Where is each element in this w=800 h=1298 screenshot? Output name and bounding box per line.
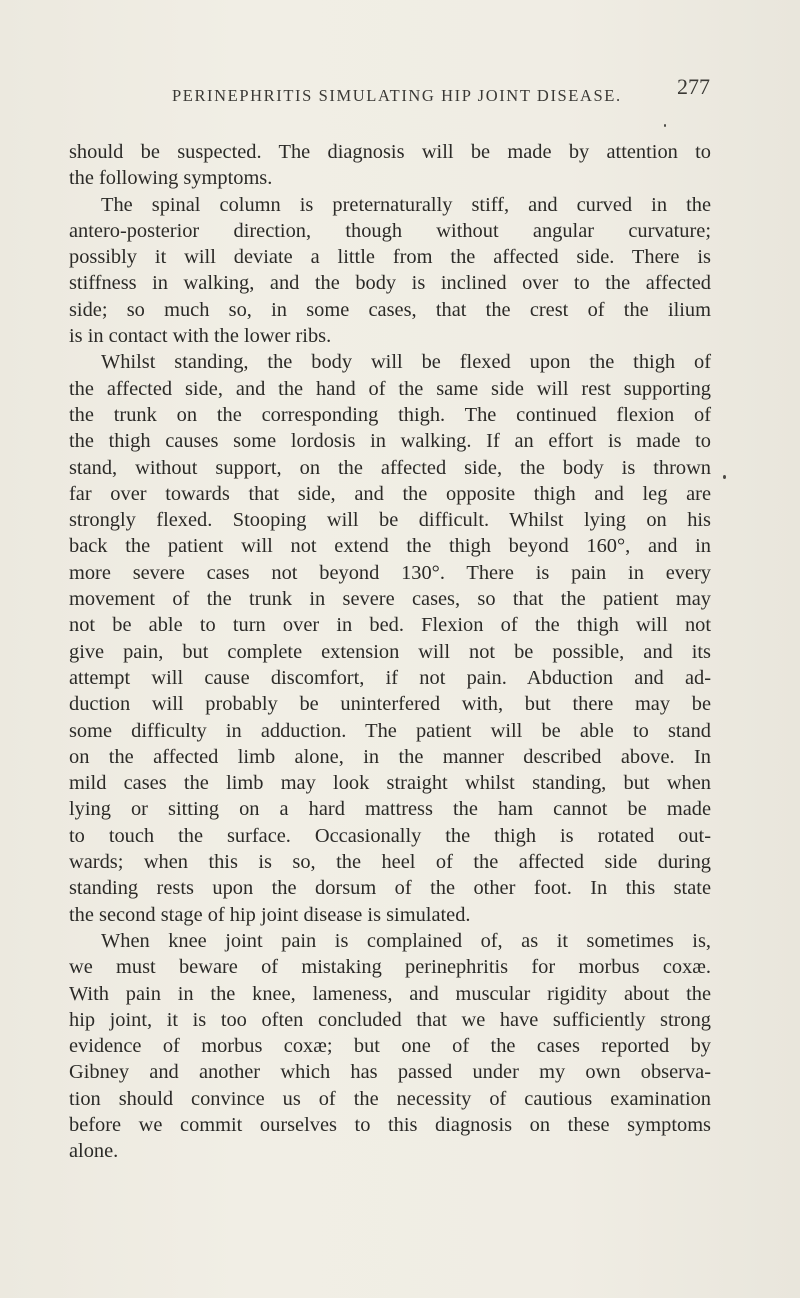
print-speck <box>664 124 666 127</box>
text-line: back the patient will not extend the thigh beyond 160°, and in <box>69 535 711 558</box>
text-line: strongly flexed. Stooping will be difficult. Whilst lying on his <box>69 509 711 532</box>
text-line: alone. <box>69 1140 119 1163</box>
text-line: the following symptoms. <box>69 167 273 190</box>
text-line: some difficulty in adduction. The patient will be able to stand <box>69 719 711 742</box>
text-line: possibly it will deviate a little from the affected side. There is <box>69 246 711 269</box>
text-line: side; so much so, in some cases, that the crest of the ilium <box>69 298 711 321</box>
print-speck <box>723 475 726 479</box>
text-line: is in contact with the lower ribs. <box>69 325 332 348</box>
text-line: wards; when this is so, the heel of the affected side during <box>69 851 711 874</box>
text-line: should be suspected. The diagnosis will be made by attention to <box>69 141 711 163</box>
text-line: stand, without support, on the affected side, the body is thrown <box>69 456 711 479</box>
text-line: give pain, but complete extension will not be possible, and its <box>69 640 711 663</box>
running-title: PERINEPHRITIS SIMULATING HIP JOINT DISEASE. <box>172 86 622 105</box>
text-line: hip joint, it is too often concluded that we have sufficiently strong <box>69 1008 711 1031</box>
text-line: more severe cases not beyond 130°. There is pain in every <box>69 561 711 584</box>
text-line: the second stage of hip joint disease is simulated. <box>69 903 471 926</box>
text-line: evidence of morbus coxæ; but one of the cases reported by <box>69 1035 711 1058</box>
text-line: With pain in the knee, lameness, and muscular rigidity about the <box>69 982 711 1005</box>
text-line: on the affected limb alone, in the manner described above. In <box>69 745 711 768</box>
text-line: mild cases the limb may look straight whilst standing, but when <box>69 772 711 795</box>
text-line: lying or sitting on a hard mattress the ham cannot be made <box>69 798 711 821</box>
text-line: duction will probably be uninterfered with, but there may be <box>69 693 711 716</box>
text-line: movement of the trunk in severe cases, so that the patient may <box>69 588 711 611</box>
text-line: the trunk on the corresponding thigh. The continued flexion of <box>69 403 711 426</box>
text-line: standing rests upon the dorsum of the other foot. In this state <box>69 877 711 900</box>
text-line: the thigh causes some lordosis in walking. If an effort is made to <box>69 430 711 453</box>
text-line: stiffness in walking, and the body is inclined over to the affected <box>69 272 711 295</box>
text-line: The spinal column is preternaturally stiff, and curved in the <box>101 193 711 216</box>
text-line: before we commit ourselves to this diagnosis on these symptoms <box>69 1113 711 1136</box>
text-line: not be able to turn over in bed. Flexion of the thigh will not <box>69 614 711 637</box>
text-line: the affected side, and the hand of the same side will rest supporting <box>69 377 711 400</box>
text-line: When knee joint pain is complained of, as it sometimes is, <box>101 929 711 952</box>
text-line: we must beware of mistaking perinephritis for morbus coxæ. <box>69 956 711 979</box>
body-text <box>69 139 711 1165</box>
text-line: antero-posterior direction, though without angular curvature; <box>69 219 711 242</box>
text-line: to touch the surface. Occasionally the thigh is rotated out- <box>69 824 711 847</box>
text-line: far over towards that side, and the opposite thigh and leg are <box>69 482 711 505</box>
text-line: Whilst standing, the body will be flexed upon the thigh of <box>101 351 711 374</box>
page-number: 277 <box>677 74 710 99</box>
text-line: attempt will cause discomfort, if not pain. Abduction and ad- <box>69 666 711 689</box>
text-line: tion should convince us of the necessity of cautious examination <box>69 1087 711 1110</box>
text-line: Gibney and another which has passed under my own observa- <box>69 1061 711 1084</box>
